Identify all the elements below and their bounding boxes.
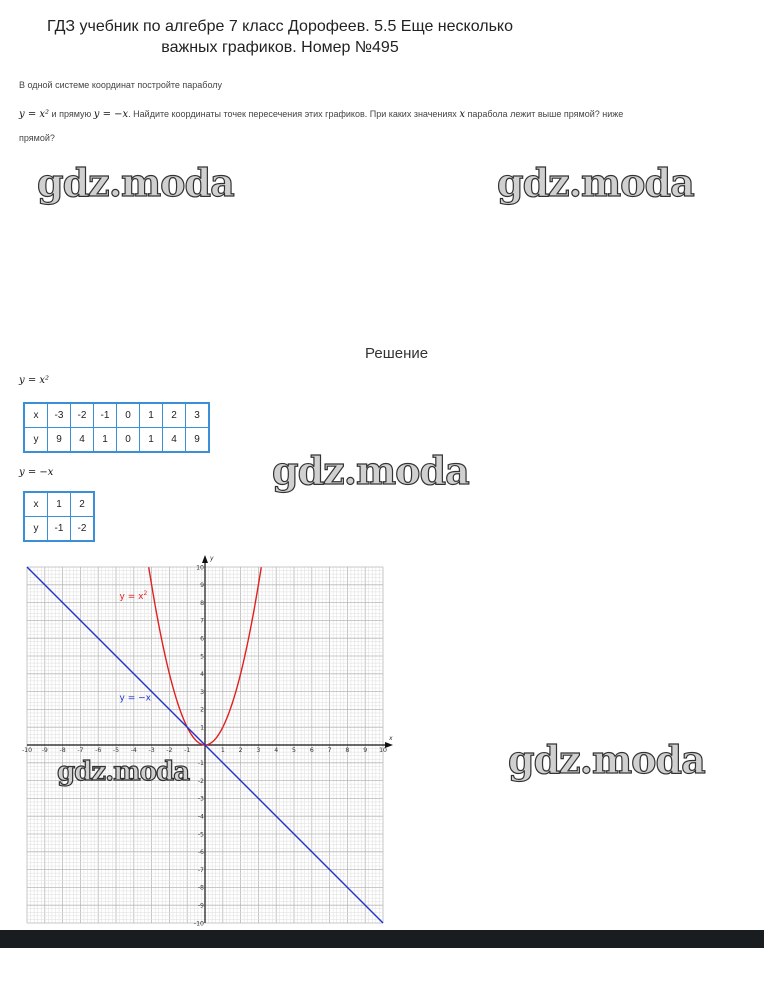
x-tick-label: 1 xyxy=(220,747,225,754)
table-cell: 2 xyxy=(71,492,95,517)
values-table-line xyxy=(23,491,95,542)
table-cell: 9 xyxy=(186,428,210,453)
x-tick-label: 10 xyxy=(379,747,387,754)
x-tick-label: 2 xyxy=(238,747,243,754)
table-cell: 1 xyxy=(140,403,163,428)
y-tick-label: 8 xyxy=(200,599,204,607)
table-cell: -2 xyxy=(71,403,94,428)
y-tick-label: 7 xyxy=(200,617,204,625)
table-cell: y xyxy=(24,428,48,453)
task-eq-parabola: y = x² xyxy=(19,109,50,120)
watermark: gdz.moda xyxy=(497,160,694,205)
footer-bar xyxy=(0,930,764,948)
table-cell: 9 xyxy=(48,428,71,453)
x-tick-label: 8 xyxy=(345,747,350,754)
watermark: gdz.moda xyxy=(37,160,234,205)
table-cell: -2 xyxy=(71,517,95,542)
x-tick-label: 9 xyxy=(363,747,368,754)
watermark: gdz.moda xyxy=(508,737,705,782)
table-cell: 2 xyxy=(163,403,186,428)
equation-parabola: y = x² xyxy=(19,375,50,386)
y-tick-label: 6 xyxy=(200,635,204,643)
x-tick-label: -9 xyxy=(41,747,48,754)
watermark: gdz.moda xyxy=(272,448,469,493)
x-tick-label: -3 xyxy=(148,747,155,754)
y-tick-label: -7 xyxy=(197,866,204,874)
x-tick-label: -10 xyxy=(21,747,33,754)
page-title-line1: ГДЗ учебник по алгебре 7 класс Дорофеев. 5.5 Еще несколько xyxy=(47,18,513,35)
y-tick-label: 3 xyxy=(200,688,204,696)
y-tick-label: -10 xyxy=(193,920,204,928)
table-row xyxy=(24,492,94,517)
y-tick-label: 5 xyxy=(200,653,204,661)
values-table-parabola xyxy=(23,402,210,453)
table-cell: y xyxy=(24,517,48,542)
task-line1: В одной системе координат постройте параболу xyxy=(19,80,223,90)
x-tick-label: 6 xyxy=(309,747,314,754)
table-cell: x xyxy=(24,403,48,428)
table-cell: -3 xyxy=(48,403,71,428)
page-title-line2: важных графиков. Номер №495 xyxy=(161,39,399,56)
page-title xyxy=(20,16,540,58)
y-tick-label: -6 xyxy=(197,849,204,857)
task-rest: . Найдите координаты точек пересечения этих графиков. При каких значениях xyxy=(128,109,460,119)
x-tick-label: -5 xyxy=(112,747,120,754)
y-tick-label: 2 xyxy=(200,706,204,714)
x-tick-label: -7 xyxy=(77,747,84,754)
table-row xyxy=(24,403,209,428)
function-graph xyxy=(23,555,403,930)
x-tick-label: 3 xyxy=(256,747,261,754)
y-tick-label: -5 xyxy=(197,831,204,839)
equation-line: y = −x xyxy=(19,467,54,478)
table-cell: 4 xyxy=(163,428,186,453)
y-axis-label: y xyxy=(210,555,214,562)
x-tick-label: 5 xyxy=(292,747,296,754)
task-line2 xyxy=(19,109,623,120)
y-tick-label: -3 xyxy=(197,795,204,803)
table-cell: 4 xyxy=(71,428,94,453)
x-tick-label: 7 xyxy=(327,747,332,754)
y-tick-label: -4 xyxy=(197,813,204,821)
table-cell: 1 xyxy=(140,428,163,453)
watermark: gdz.moda xyxy=(57,757,190,787)
parabola-label: $y = x^2$ xyxy=(119,590,148,603)
y-tick-label: 9 xyxy=(200,582,204,590)
y-tick-label: -9 xyxy=(197,902,204,910)
y-tick-label: -2 xyxy=(197,777,204,785)
x-axis-label: x xyxy=(389,735,393,742)
table-cell: -1 xyxy=(48,517,71,542)
x-tick-label: -4 xyxy=(130,747,137,754)
y-tick-label: 1 xyxy=(200,724,204,732)
x-tick-label: -6 xyxy=(95,747,102,754)
y-tick-label: 4 xyxy=(200,671,204,679)
task-eq-line: y = −x xyxy=(93,109,129,120)
y-tick-label: 10 xyxy=(196,564,204,572)
y-tick-label: -1 xyxy=(197,760,204,768)
table-cell: -1 xyxy=(94,403,117,428)
x-tick-label: -1 xyxy=(184,747,191,754)
y-tick-label: -8 xyxy=(197,884,204,892)
task-mid: и прямую xyxy=(49,109,94,119)
table-cell: 0 xyxy=(117,403,140,428)
task-line3: прямой? xyxy=(19,133,55,143)
x-tick-label: -8 xyxy=(59,747,66,754)
table-row xyxy=(24,428,209,453)
table-cell: x xyxy=(24,492,48,517)
table-row xyxy=(24,517,94,542)
x-tick-label: 4 xyxy=(274,747,279,754)
task-rest2: парабола лежит выше прямой? ниже xyxy=(464,109,624,119)
table-cell: 1 xyxy=(94,428,117,453)
x-tick-label: -2 xyxy=(166,747,173,754)
line-label: y = −x xyxy=(119,693,152,704)
table-cell: 0 xyxy=(117,428,140,453)
task-var-x: x xyxy=(459,109,465,120)
y-axis-arrow xyxy=(202,555,208,563)
table-cell: 1 xyxy=(48,492,71,517)
solution-heading: Решение xyxy=(365,345,429,362)
table-cell: 3 xyxy=(186,403,210,428)
